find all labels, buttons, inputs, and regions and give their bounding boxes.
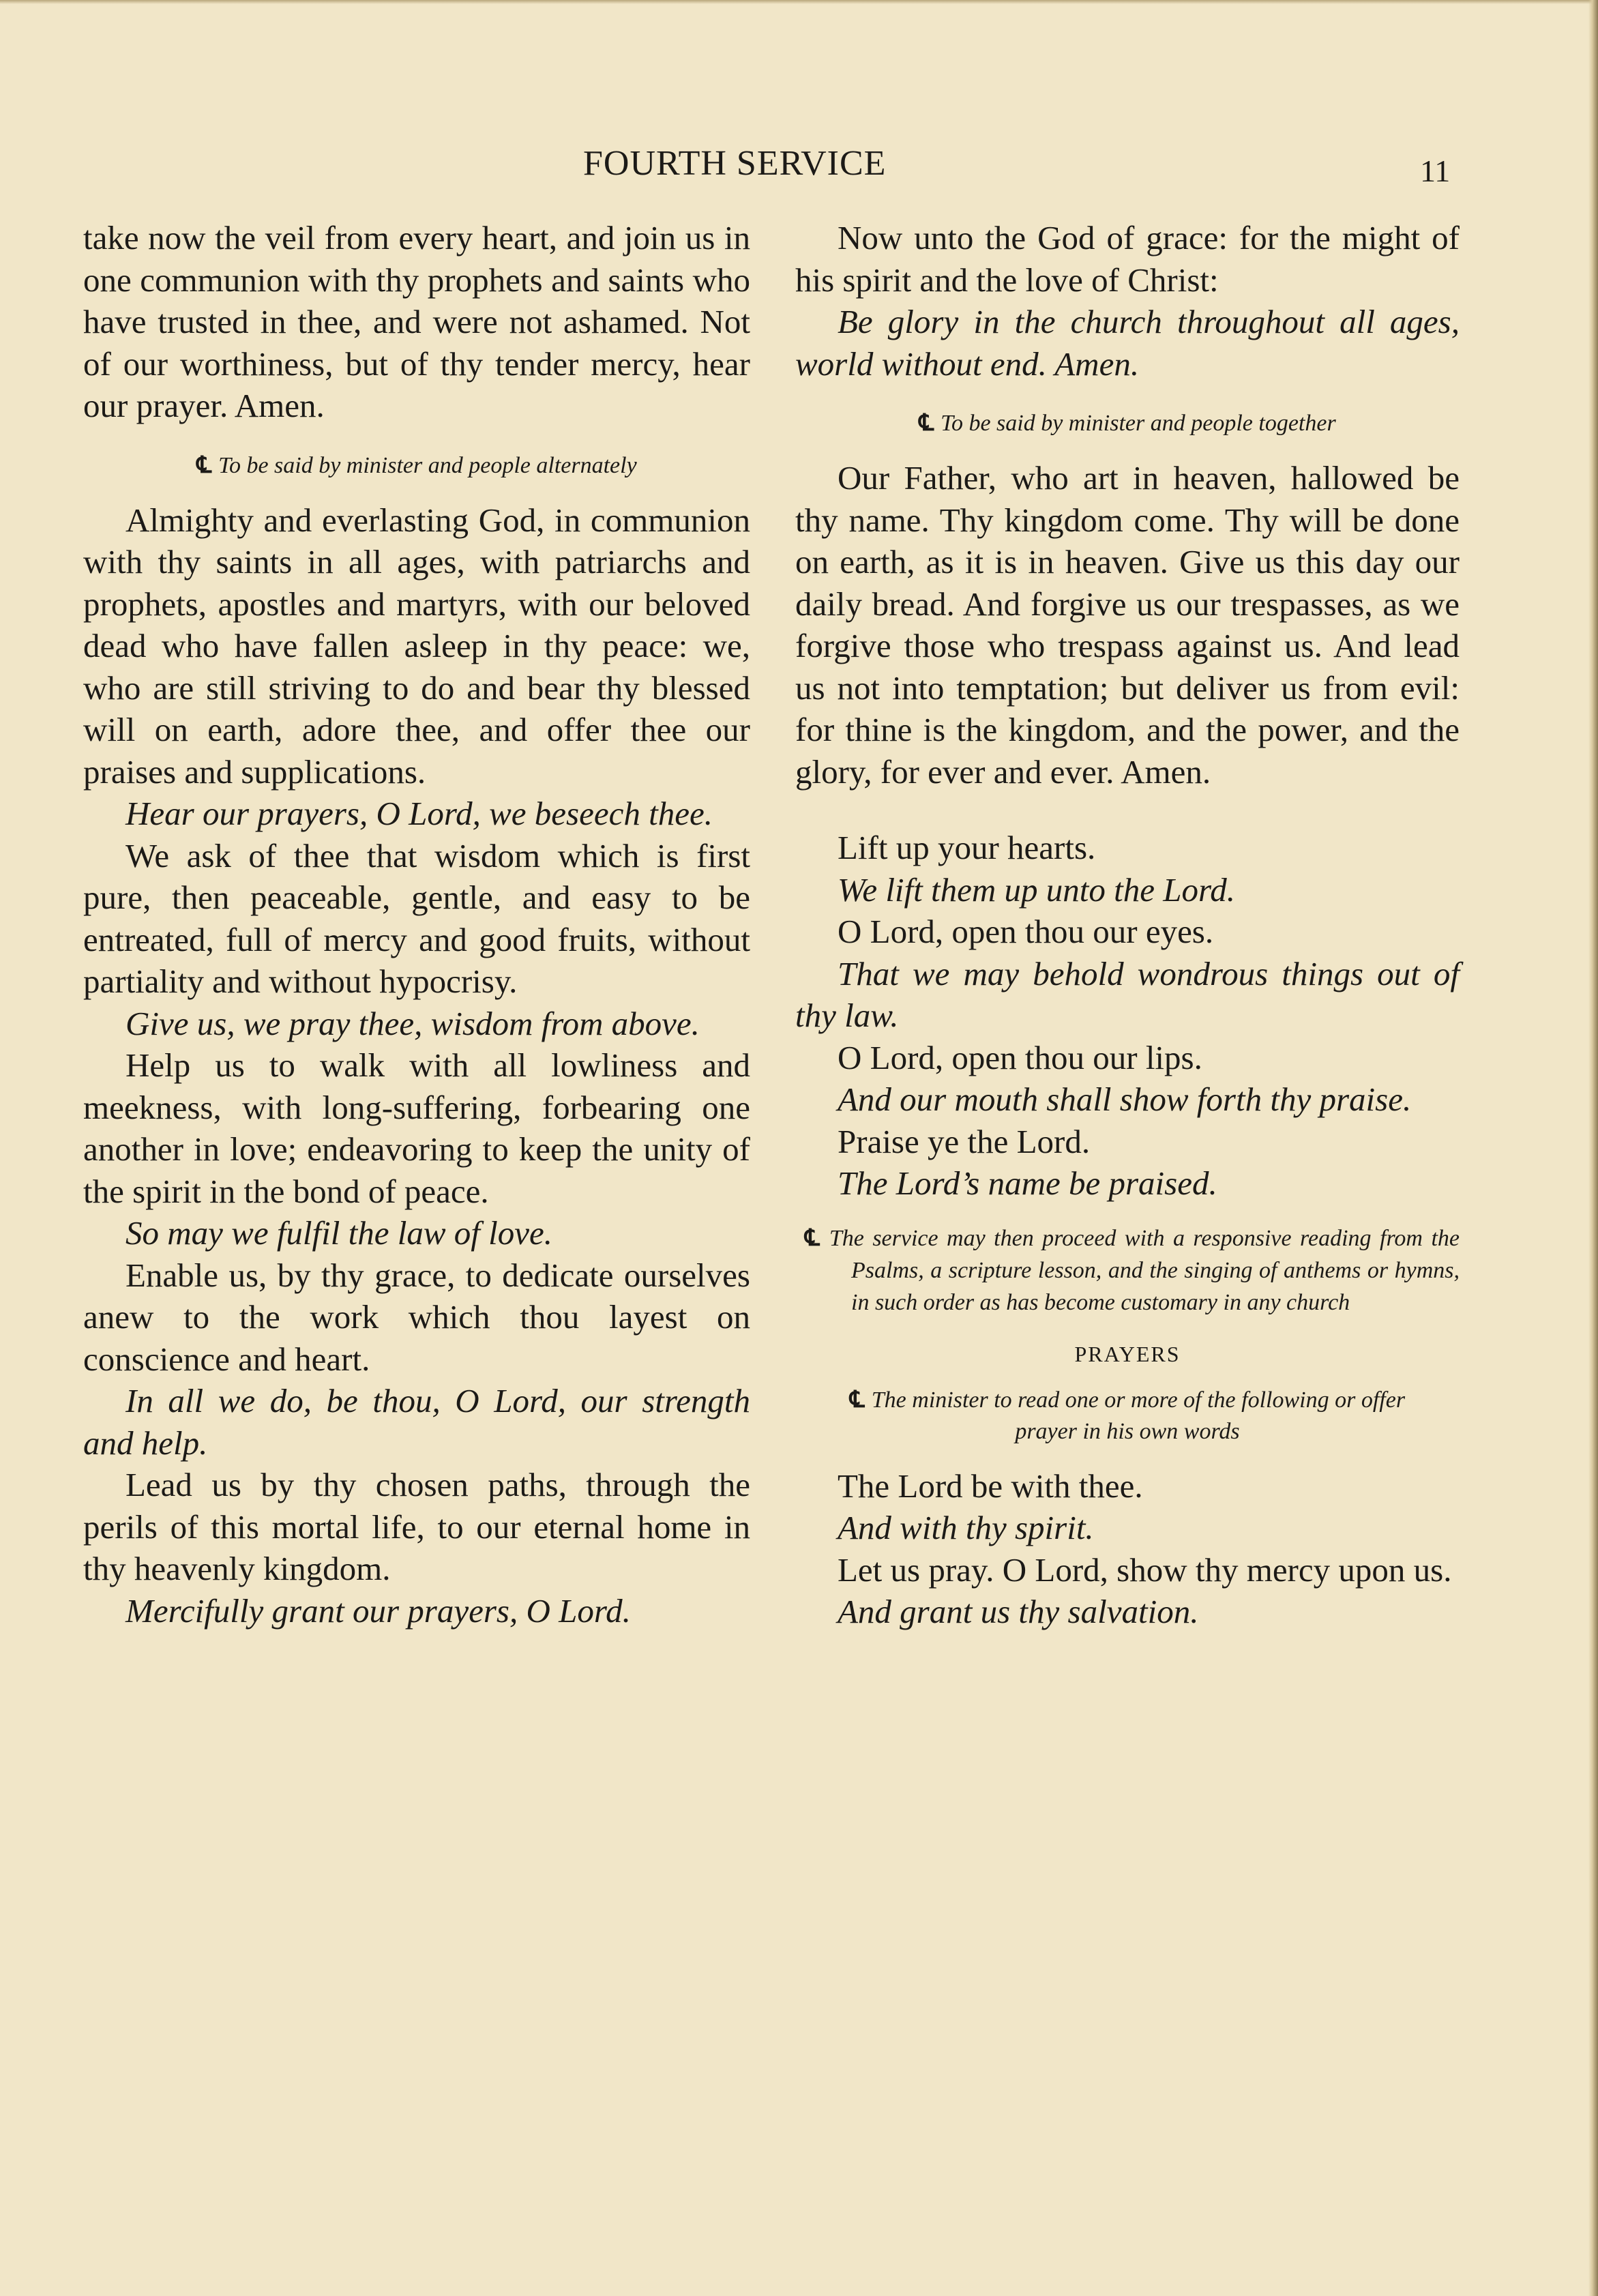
rubric-mark-icon: ℄ <box>849 1387 865 1413</box>
rubric-text: To be said by minister and people together <box>941 411 1336 436</box>
closing-minister-2: Let us pray. O Lord, show thy mercy upon us. <box>838 1550 1452 1589</box>
right-column <box>795 217 1460 1633</box>
doxology: Now unto the God of grace: for the might of his spirit and the love of Christ: <box>795 219 1460 299</box>
litany-people-4: In all we do, be thou, O Lord, our strength and help. <box>83 1382 750 1462</box>
closing-minister-1: The Lord be with thee. <box>838 1467 1143 1505</box>
page-top-edge <box>0 0 1598 4</box>
rubric-mark-icon: ℄ <box>196 452 212 478</box>
rubric-text: The minister to read one or more of the following or offer prayer in his own words <box>871 1387 1406 1444</box>
prayers-heading: PRAYERS <box>1074 1341 1181 1366</box>
left-column <box>83 217 750 1632</box>
versicle-people-3: And our mouth shall show forth thy praise. <box>838 1080 1412 1118</box>
opening-prayer-continuation: take now the veil from every heart, and join us in one communion with thy prophets and saints who have trusted in thee, and were not ashamed. Not of our worthiness, but of thy tender mercy, hear our prayer. Amen. <box>83 219 750 424</box>
litany-minister-5: Lead us by thy chosen paths, through the perils of this mortal life, to our eternal home in thy heavenly kingdom. <box>83 1466 750 1587</box>
versicle-people-4: The Lord’s name be praised. <box>838 1164 1217 1202</box>
litany-minister-4: Enable us, by thy grace, to dedicate ourselves anew to the work which thou layest on conscience and heart. <box>83 1256 750 1378</box>
litany-people-5: Mercifully grant our prayers, O Lord. <box>125 1591 631 1630</box>
versicle-minister-2: O Lord, open thou our eyes. <box>838 913 1214 950</box>
rubric-service-order <box>795 1222 1460 1319</box>
rubric-together <box>795 408 1460 439</box>
litany-minister-2: We ask of thee that wisdom which is first pure, then peaceable, gentle, and easy to be entreated, full of mercy and good fruits, without partiality and without hypocrisy. <box>83 836 750 1000</box>
versicle-minister-4: Praise ye the Lord. <box>838 1122 1091 1160</box>
versicle-minister-1: Lift up your hearts. <box>838 829 1096 866</box>
lords-prayer: Our Father, who art in heaven, hallowed be thy name. Thy kingdom come. Thy will be done on earth, as it is in heaven. Give us this day our daily bread. And forgive us our trespasses, as we forgive those who trespass against us. And lead us not into temptation; but deliver us from evil: for thine is the kingdom, and the power, and the glory, for ever and ever. Amen. <box>795 459 1460 791</box>
versicle-people-1: We lift them up unto the Lord. <box>838 870 1235 909</box>
rubric-text: To be said by minister and people alternately <box>218 452 637 478</box>
closing-people-1: And with thy spirit. <box>838 1509 1094 1546</box>
litany-people-3: So may we fulfil the law of love. <box>125 1214 553 1252</box>
rubric-prayers <box>795 1385 1460 1447</box>
litany-minister-3: Help us to walk with all lowliness and meekness, with long-suffering, forbearing one another in love; endeavoring to keep the unity of the spirit in the bond of peace. <box>83 1046 750 1210</box>
page-right-edge <box>1588 0 1598 2296</box>
litany-people-2: Give us, we pray thee, wisdom from above. <box>125 1004 700 1042</box>
versicle-people-2: That we may behold wondrous things out of thy law. <box>795 954 1460 1034</box>
closing-people-2: And grant us thy salvation. <box>838 1593 1199 1630</box>
litany-people-1: Hear our prayers, O Lord, we beseech thee. <box>125 795 713 832</box>
rubric-mark-icon: ℄ <box>919 411 934 436</box>
rubric-mark-icon: ℄ <box>805 1225 820 1251</box>
running-title: FOURTH SERVICE <box>583 144 887 183</box>
doxology-response: Be glory in the church throughout all ages, world without end. Amen. <box>795 303 1460 383</box>
page-header <box>0 143 1598 191</box>
page-number: 11 <box>1420 153 1451 188</box>
rubric-alternately <box>83 450 750 482</box>
litany-minister-1: Almighty and everlasting God, in communion with thy saints in all ages, with patriarchs and prophets, apostles and martyrs, with our beloved dead who have fallen asleep in thy peace: we, who are still striving to do and bear thy blessed will on earth, adore thee, and offer thee our praises and supplications. <box>83 501 750 791</box>
rubric-text: The service may then proceed with a responsive reading from the Psalms, a scripture lesson, and the singing of anthems or hymns, in such order as has become customary in any church <box>829 1225 1460 1315</box>
versicle-minister-3: O Lord, open thou our lips. <box>838 1038 1202 1076</box>
